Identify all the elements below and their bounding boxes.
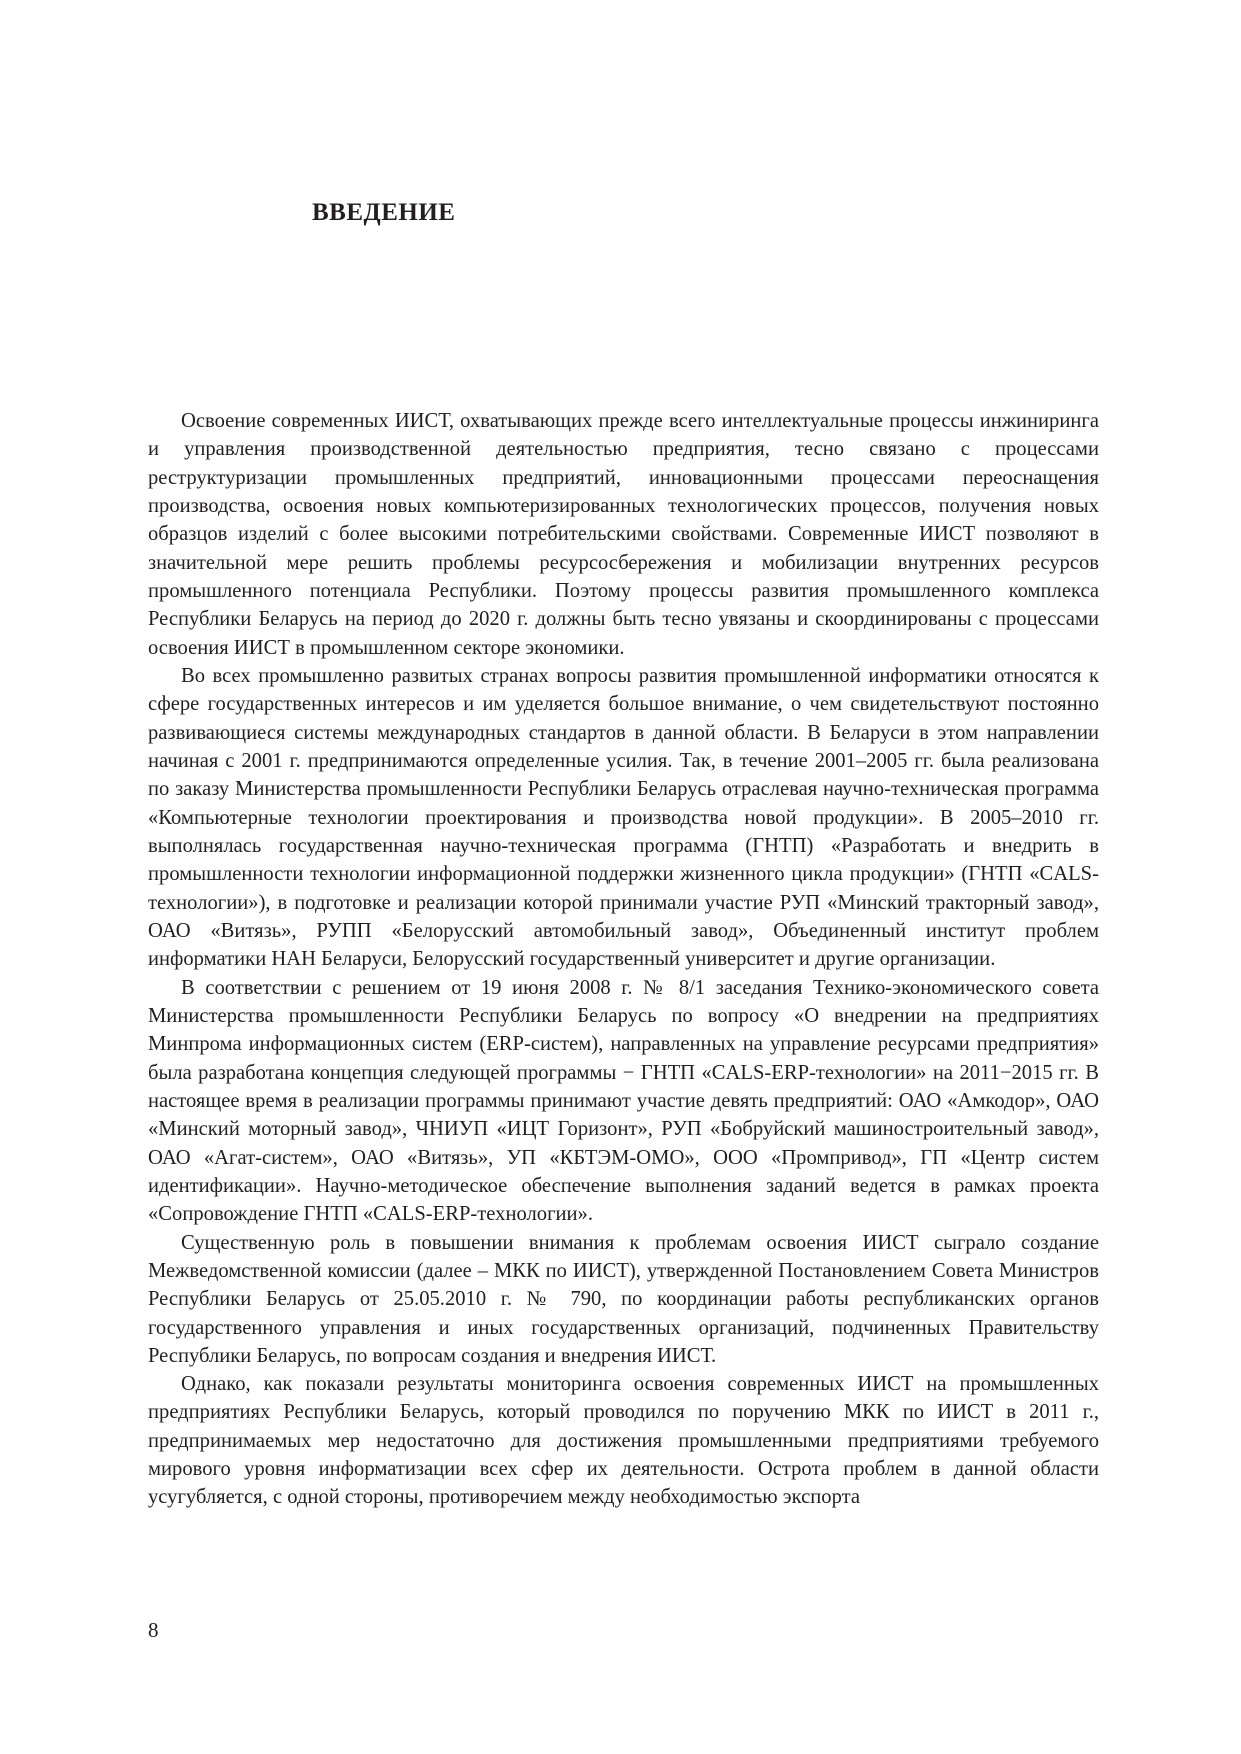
paragraph-cals-erp-program: В соответствии с решением от 19 июня 2008 г. № 8/1 заседания Технико-экономического совета Министерства промышленности Республики Беларусь по вопросу «О внедрении на предприятиях Минпрома информационных систем (ERP-систем), направленных на управление ресурсами предприятия» была разработана концепция следующей программы − ГНТП «CALS-ERP-технологии» на 2011−2015 гг. В настоящее время в реализации программы принимают участие девять предприятий: ОАО «Амкодор», ОАО «Минский моторный завод», ЧНИУП «ИЦТ Горизонт», РУП «Бобруйский машиностроительный завод», ОАО «Агат-систем», ОАО «Витязь», УП «КБТЭМ-ОМО», ООО «Промпривод», ГП «Центр систем идентификации». Научно-методическое обеспечение выполнения заданий ведется в рамках проекта «Сопровождение ГНТП «CALS-ERP-технологии».: [148, 976, 1099, 1226]
page-number: 8: [148, 1618, 159, 1642]
paragraph-interagency-commission: Существенную роль в повышении внимания к проблемам освоения ИИСТ сыграло создание Межведомственной комиссии (далее – МКК по ИИСТ), утвержденной Постановлением Совета Министров Республики Беларусь от 25.05.2010 г. № 790, по координации работы республиканских органов государственного управления и иных государственных организаций, подчиненных Правительству Республики Беларусь, по вопросам создания и внедрения ИИСТ.: [148, 1231, 1099, 1367]
paragraph-industrial-informatics: Во всех промышленно развитых странах вопросы развития промышленной информатики относятся к сфере государственных интересов и им уделяется большое внимание, о чем свидетельствуют постоянно развивающиеся системы международных стандартов в данной области. В Беларуси в этом направлении начиная с 2001 г. предпринимаются определенные усилия. Так, в течение 2001–2005 гг. была реализована по заказу Министерства промышленности Республики Беларусь отраслевая научно-техническая программа «Компьютерные технологии проектирования и производства новой продукции». В 2005–2010 гг. выполнялась государственная научно-техническая программа (ГНТП) «Разработать и внедрить в промышленности технологии информационной поддержки жизненного цикла продукции» (ГНТП «CALS-технологии»), в подготовке и реализации которой принимали участие РУП «Минский тракторный завод», ОАО «Витязь», РУПП «Белорусский автомобильный завод», Объединенный институт проблем информатики НАН Беларуси, Белорусский государственный университет и другие организации.: [148, 664, 1099, 971]
page-title: ВВЕДЕНИЕ: [312, 199, 456, 226]
paragraph-intro: Освоение современных ИИСТ, охватывающих прежде всего интеллектуальные процессы инжиниринга и управления производственной деятельностью предприятия, тесно связано с процессами реструктуризации промышленных предприятий, инновационными процессами переоснащения производства, освоения новых компьютеризированных технологических процессов, получения новых образцов изделий с более высокими потребительскими свойствами. Современные ИИСТ позволяют в значительной мере решить проблемы ресурсосбережения и мобилизации внутренних ресурсов промышленного потенциала Республики. Поэтому процессы развития промышленного комплекса Республики Беларусь на период до 2020 г. должны быть тесно увязаны и скоординированы с процессами освоения ИИСТ в промышленном секторе экономики.: [148, 410, 1099, 659]
body-text: [148, 407, 1099, 1512]
paragraph-monitoring-results: Однако, как показали результаты мониторинга освоения современных ИИСТ на промышленных предприятиях Республики Беларусь, который проводился по поручению МКК по ИИСТ в 2011 г., предпринимаемых мер недостаточно для достижения промышленными предприятиями требуемого мирового уровня информатизации всех сфер их деятельности. Острота проблем в данной области усугубляется, с одной стороны, противоречием между необходимостью экспорта: [148, 1373, 1099, 1509]
